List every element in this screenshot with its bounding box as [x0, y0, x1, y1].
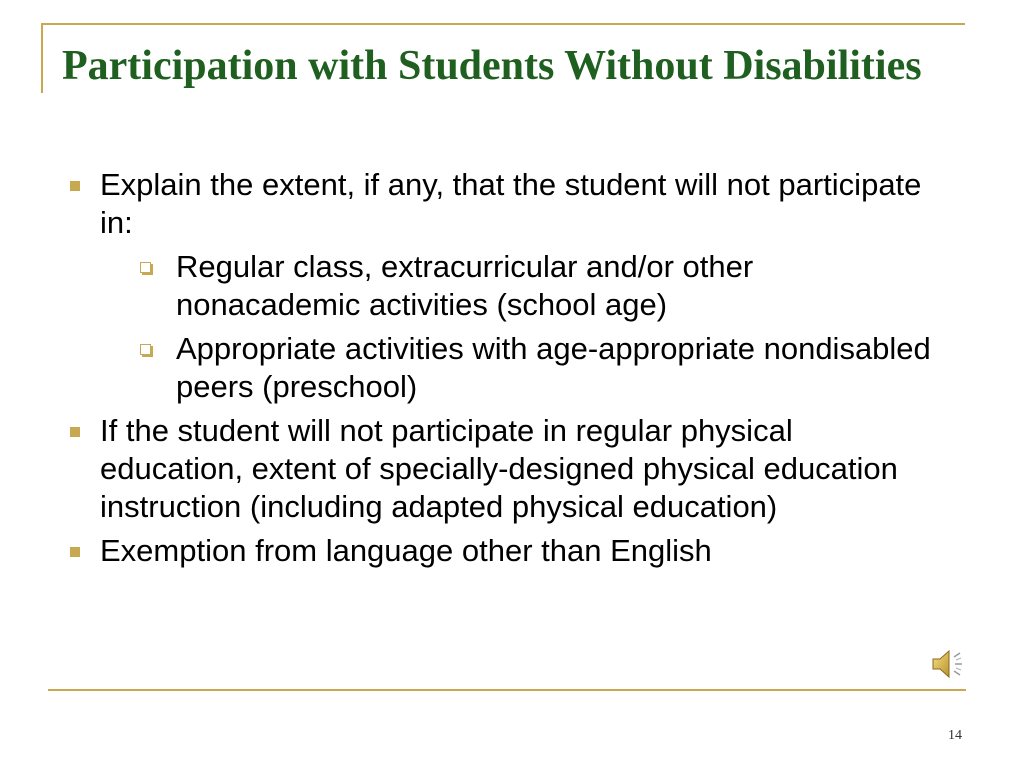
bullet-item: [62, 166, 942, 406]
hollow-square-bullet-icon: [140, 344, 151, 355]
sub-bullet-text: Appropriate activities with age-appropriate nondisabled peers (preschool): [176, 331, 931, 404]
bullet-text: If the student will not participate in regular physical education, extent of specially-designed physical education instruction (including adapted physical education): [100, 413, 898, 524]
sub-bullet-text: Regular class, extracurricular and/or other nonacademic activities (school age): [176, 249, 754, 322]
hollow-square-bullet-icon: [140, 262, 151, 273]
sub-bullet-item: [100, 248, 942, 324]
speaker-icon[interactable]: [927, 644, 967, 684]
footer-rule: [48, 689, 966, 691]
slide-title: Participation with Students Without Disabilities: [62, 43, 922, 89]
bullet-item: [62, 412, 942, 526]
page-number: 14: [948, 728, 962, 743]
square-bullet-icon: [70, 181, 80, 191]
square-bullet-icon: [70, 427, 80, 437]
square-bullet-icon: [70, 547, 80, 557]
bullet-text: Explain the extent, if any, that the student will not participate in:: [100, 167, 922, 240]
bullet-list: [62, 166, 942, 570]
bullet-text: Exemption from language other than English: [100, 533, 712, 568]
sub-bullet-item: [100, 330, 942, 406]
sub-bullet-list: [100, 248, 942, 406]
bullet-item: [62, 532, 942, 570]
title-frame-left-rule: [41, 23, 43, 93]
title-frame-top-rule: [41, 23, 965, 25]
